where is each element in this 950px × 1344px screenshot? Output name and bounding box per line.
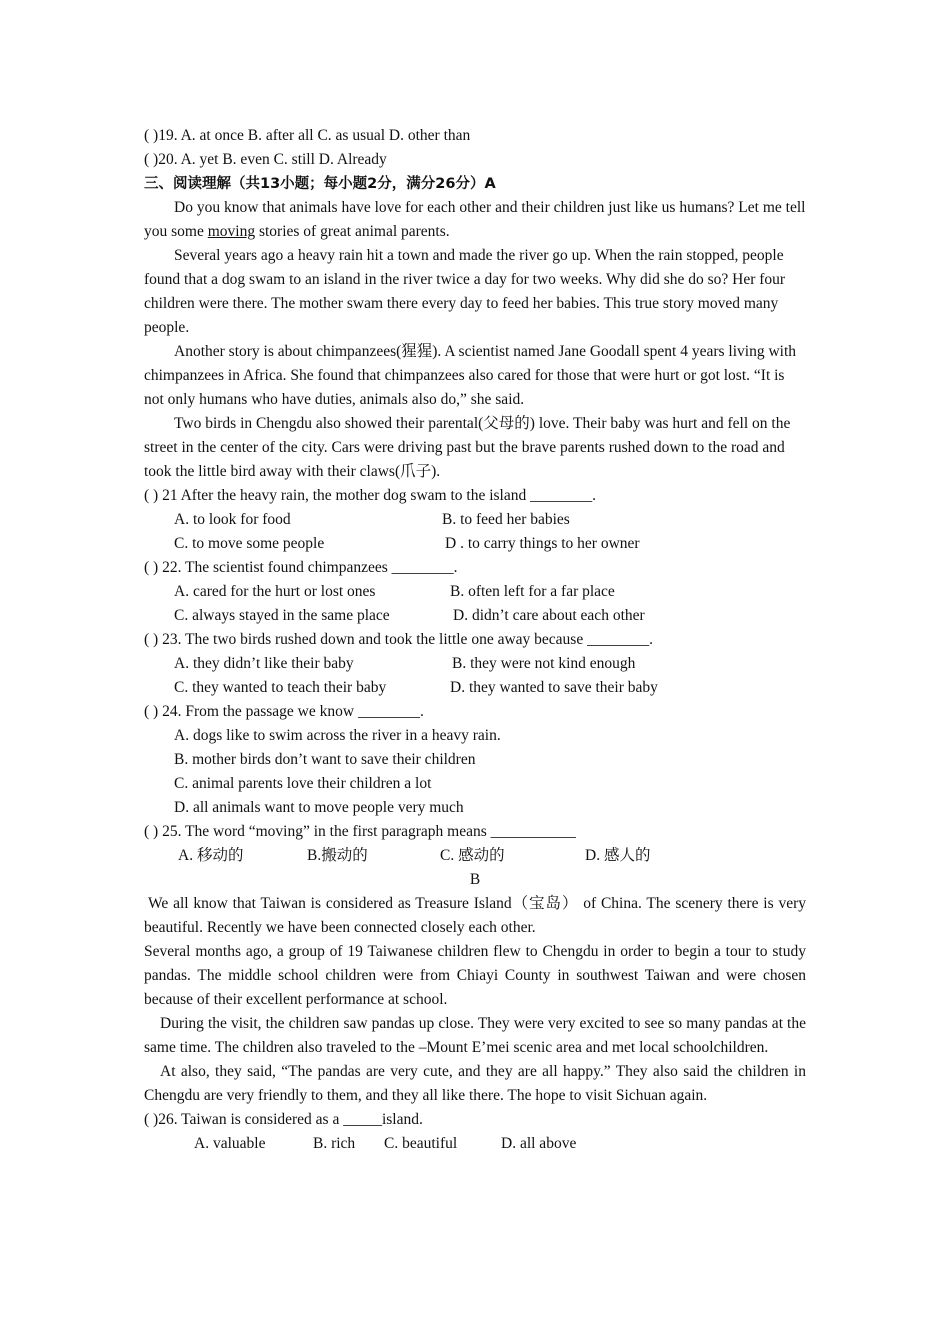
option-b: B.搬动的 xyxy=(307,847,368,864)
question-22-options-row-2 xyxy=(144,604,806,628)
question-23-options-row-2 xyxy=(144,676,806,700)
option-c: C. they wanted to teach their baby xyxy=(174,679,387,696)
option-b: B. mother birds don’t want to save their children xyxy=(174,751,476,768)
question-23-options-row-1 xyxy=(144,652,806,676)
option-c: C. 感动的 xyxy=(440,847,505,864)
question-21-stem: ( ) 21 After the heavy rain, the mother dog swam to the island ________. xyxy=(144,487,596,504)
option-b: B. they were not kind enough xyxy=(452,655,636,672)
option-c: C. always stayed in the same place xyxy=(174,607,390,624)
question-25-stem: ( ) 25. The word “moving” in the first paragraph means ___________ xyxy=(144,823,576,840)
option-a: A. cared for the hurt or lost ones xyxy=(174,583,376,600)
question-21-options-row-2 xyxy=(144,532,806,556)
option-b: B. rich xyxy=(313,1135,356,1152)
option-d: D. 感人的 xyxy=(585,847,651,864)
passage-a-paragraph-2: Several years ago a heavy rain hit a town and made the river go up. When the rain stopped, people found that a dog swam to an island in the river twice a day for two weeks. Why did she do so? Her four children were there. The mother swam there every day to feed her babies. This true story moved many people. xyxy=(144,247,786,336)
section-heading: 三、阅读理解（共13小题；每小题2分，满分26分）A xyxy=(144,176,496,192)
underlined-word: moving xyxy=(207,223,256,240)
question-23-stem: ( ) 23. The two birds rushed down and took the little one away because ________. xyxy=(144,631,653,648)
question-22-stem: ( ) 22. The scientist found chimpanzees ________. xyxy=(144,559,458,576)
option-c: C. animal parents love their children a lot xyxy=(174,775,432,792)
option-c: C. to move some people xyxy=(174,535,325,552)
option-c: C. beautiful xyxy=(384,1135,458,1152)
passage-b-paragraph-4: At also, they said, “The pandas are very cute, and they are all happy.” They also said the children in Chengdu are very friendly to them, and they all like there. The hope to visit Sichuan again. xyxy=(144,1063,806,1104)
option-a: A. valuable xyxy=(194,1135,266,1152)
option-a: A. 移动的 xyxy=(178,847,244,864)
passage-a-paragraph-4: Two birds in Chengdu also showed their parental(父母的) love. Their baby was hurt and fell on the street in the center of the city. Cars were driving past but the brave parents rushed down to the road and took the little bird away with their claws(爪子). xyxy=(144,415,791,480)
option-d: D. didn’t care about each other xyxy=(453,607,645,624)
option-d: D. all animals want to move people very much xyxy=(174,799,464,816)
question-26-stem: ( )26. Taiwan is considered as a _____island. xyxy=(144,1111,423,1128)
option-a: A. they didn’t like their baby xyxy=(174,655,354,672)
option-d: D . to carry things to her owner xyxy=(445,535,640,552)
passage-b-paragraph-2: Several months ago, a group of 19 Taiwanese children flew to Chengdu in order to begin a tour to study pandas. The middle school children were from Chiayi County in southwest Taiwan and were chosen because of their excellent performance at school. xyxy=(144,943,806,1008)
exam-page xyxy=(144,124,806,1156)
question-26-options xyxy=(144,1132,806,1156)
passage-b-paragraph-1: We all know that Taiwan is considered as Treasure Island（宝岛） of China. The scenery there is very beautiful. Recently we have been connected closely each other. xyxy=(144,895,806,936)
passage-b-paragraph-3: During the visit, the children saw pandas up close. They were very excited to see so many pandas at the same time. The children also traveled to the –Mount E’mei scenic area and met local schoolchildren. xyxy=(144,1015,806,1056)
question-21-options-row-1 xyxy=(144,508,806,532)
passage-a-paragraph-3: Another story is about chimpanzees(猩猩). A scientist named Jane Goodall spent 4 years living with chimpanzees in Africa. She found that chimpanzees also cared for those that were hurt or got lost. “It is not only humans who have duties, animals also do,” she said. xyxy=(144,343,797,408)
option-a: A. dogs like to swim across the river in a heavy rain. xyxy=(174,727,501,744)
section-b-label: B xyxy=(469,871,481,888)
question-22-options-row-1 xyxy=(144,580,806,604)
question-19: ( )19. A. at once B. after all C. as usual D. other than xyxy=(144,127,471,144)
option-b: B. often left for a far place xyxy=(450,583,615,600)
option-d: D. all above xyxy=(501,1135,577,1152)
question-24-stem: ( ) 24. From the passage we know ________. xyxy=(144,703,424,720)
question-20: ( )20. A. yet B. even C. still D. Already xyxy=(144,151,387,168)
question-25-options xyxy=(144,844,806,868)
passage-a-paragraph-1: Do you know that animals have love for each other and their children just like us humans? Let me tell you some moving stories of great animal parents. xyxy=(144,199,806,240)
option-a: A. to look for food xyxy=(174,511,291,528)
option-d: D. they wanted to save their baby xyxy=(450,679,658,696)
option-b: B. to feed her babies xyxy=(442,511,570,528)
